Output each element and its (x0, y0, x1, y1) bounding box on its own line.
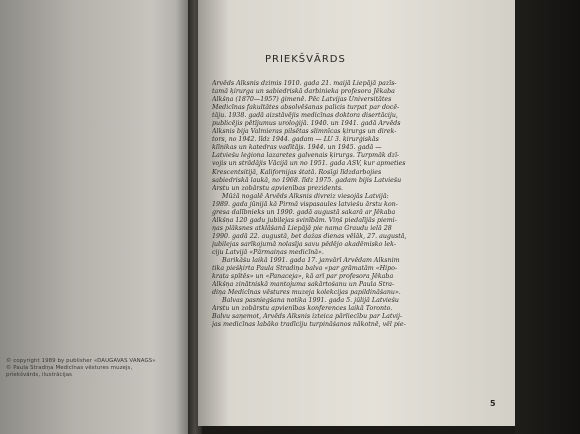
copyright-line: priekšvārds, ilustrācijas (6, 372, 73, 378)
copyright-line: © copyright 1989 by publisher «DAUGAVAS VANAGS» (6, 358, 156, 364)
text-line: tika piešķirta Paula Stradiņa balva «par grāmatām «Hipo- (212, 265, 398, 273)
text-line: Balvu saņemot, Arvēds Alksnis izteica pārliecību par Latvij- (212, 313, 403, 321)
text-line: Ārstu un zobārstu apvienības prezidents. (212, 184, 344, 192)
text-line: klīnikas un katedras vadītājs. 1944. un 1945. gadā — (212, 144, 382, 152)
text-line: ciju Latvijā «Pārmaiņas medicīnā». (212, 248, 324, 256)
text-line: ņas plāksnes atklāšanā Liepājā pie nama Graudu ielā 28 (212, 224, 392, 232)
text-line: Alkšņa zinātniskā mantojuma sakārtošanu un Paula Stra- (212, 281, 395, 289)
right-background (515, 0, 580, 434)
text-line: Balvas pasniegšana notika 1991. gada 5. jūlijā Latviešu (222, 297, 399, 305)
text-line: Alksnis bija Valmieras pilsētas slimnīcas ķirurgs un direk- (212, 128, 397, 136)
text-line: Alkšņa (1870—1957) ģimenē. Pēc Latvijas Universitātes (212, 96, 392, 104)
text-line: Krescentsitijā, Kalifornijas štatā. Rosīgi līdzdarbojies (212, 168, 382, 176)
text-line: diņa Medicīnas vēstures muzeja kolekcijas papildināšanu». (212, 289, 401, 297)
text-line: Latviešu leģiona lazaretes galvenais ķirurgs. Turpmāk dzī- (212, 152, 400, 160)
page-heading: PRIEKŠVĀRDS (265, 54, 346, 65)
text-line: Mūžā nogalē Arvēds Alksnis divreiz viesojās Latvijā: (222, 192, 389, 200)
text-line: Arvēds Alksnis dzimis 1910. gada 21. maijā Liepājā pazīs- (212, 80, 397, 87)
text-line: jubilejas sarīkojumā nolasīja savu pēdējo akadēmisko lek- (212, 240, 396, 248)
text-line: 1989. gada jūnijā kā Pirmā vispasaules latviešu ārstu kon- (212, 200, 398, 208)
text-line: Barikāšu laikā 1991. gada 17. janvārī Arvēdam Alksnim (222, 257, 400, 265)
text-line: tors, no 1942. līdz 1944. gadam — LU 3. ķirurģiskās (212, 136, 379, 144)
text-line: jas medicīnas labāko tradīciju turpināšanos nākotnē, vēl pie- (212, 321, 406, 329)
body-text (212, 80, 500, 329)
text-line: sabiedriskā laukā, no 1968. līdz 1975. gadam bijis Latviešu (212, 176, 402, 184)
text-line: 1990. gadā 22. augustā, bet dažas dienas vēlāk, 27. augustā, (212, 232, 407, 240)
text-line: tamā ķirurga un sabiedriskā darbinieka profesora Jēkaba (212, 88, 395, 96)
copyright-notice (6, 358, 186, 379)
copyright-line: © Paula Stradiņa Medicīnas vēstures muzejs, (6, 365, 133, 371)
text-line: Alkšņa 120 gadu jubilejas svinībām. Viņš piedalījās piemi- (212, 216, 397, 224)
text-line: tāju. 1938. gadā aizstāvējis medicīnas doktora disertāciju, (212, 112, 398, 120)
page-number: 5 (490, 399, 496, 408)
text-line: vojis un strādājis Vācijā un no 1951. gada ASV, kur apmeties (212, 160, 406, 168)
text-line: krata spītēs» un «Panaceja», kā arī par profesora Jēkaba (212, 273, 394, 281)
text-line: publicējis pētījumus uroloģijā. 1940. un 1941. gadā Arvēds (212, 120, 401, 128)
text-line: Ārstu un zobārstu apvienības konferences laikā Toronto. (212, 305, 393, 313)
text-line: gresa dalībnieks un 1990. gadā augustā sakarā ar Jēkaba (212, 208, 396, 216)
text-line: Medicīnas fakultātes absolvēšanas palicis turpat par docē- (212, 104, 400, 112)
